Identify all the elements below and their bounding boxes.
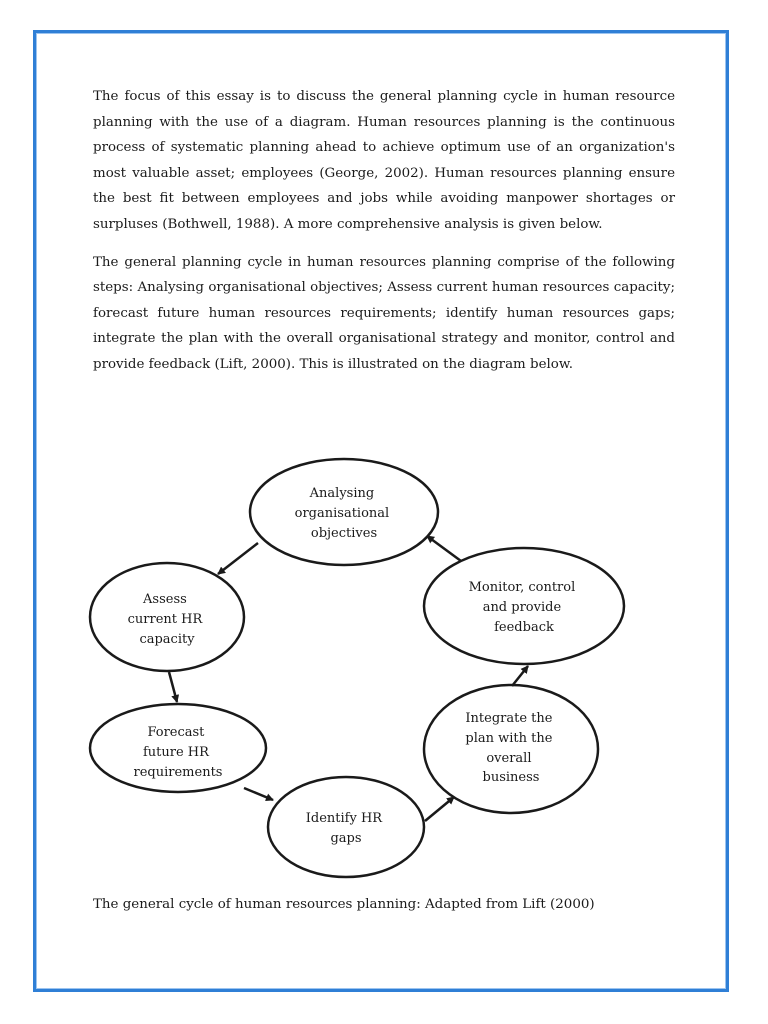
node-identify-gaps [268,777,424,877]
node-label-line: business [482,770,540,785]
essay-paragraph-1: The focus of this essay is to discuss the general planning cycle in human resource planning with the use of a diagram. Human resources planning is the continuous process of systematic planning ahead to achieve optimum use of an organization's most valuable asset; employees (George, 2002). Human resources planning ensure the best fit between employees and jobs while avoiding manpower shortages or surpluses (Bothwell, 1988). A more comprehensive analysis is given below. [93,89,675,232]
node-label-line: Analysing [309,486,375,501]
arrow-analysing-to-assess [218,543,258,574]
node-forecast-requirements [90,704,266,792]
node-label-line: future HR [142,745,209,760]
arrow-forecast-to-identify [244,788,273,800]
node-integrate-plan [424,685,598,813]
node-label-line: organisational [294,506,390,521]
node-label-line: requirements [133,765,223,780]
node-monitor-feedback [424,548,624,664]
node-label-line: Integrate the [465,711,553,726]
node-assess-capacity [90,563,244,671]
node-label-line: Monitor, control [468,580,576,595]
node-label-line: plan with the [465,731,553,746]
arrow-monitor-to-analysing [427,536,461,561]
node-label-line: objectives [310,526,378,541]
essay-paragraph-2: The general planning cycle in human resources planning comprise of the following steps: Analysing organisational objectives; Assess current human resources capacity; forecast future human resources requirements; identify human resources gaps; integrate the plan with the overall organisational strategy and monitor, control and provide feedback (Lift, 2000). This is illustrated on the diagram below. [93,254,675,372]
node-analysing-objectives [250,459,438,565]
arrow-assess-to-forecast [169,672,177,702]
node-label-line: Assess [143,592,187,607]
diagram-caption: The general cycle of human resources planning: Adapted from Lift (2000) [93,897,595,912]
node-label-line: overall [486,751,532,766]
node-label-line: current HR [127,612,203,627]
node-label-line: Forecast [147,725,205,740]
node-label-line: gaps [330,831,362,846]
arrow-identify-to-integrate [425,797,454,821]
arrow-integrate-to-monitor [512,666,528,686]
node-label-line: Identify HR [305,811,383,826]
node-label-line: and provide [482,600,562,615]
node-label-line: capacity [139,632,195,647]
node-label-line: feedback [494,620,554,635]
